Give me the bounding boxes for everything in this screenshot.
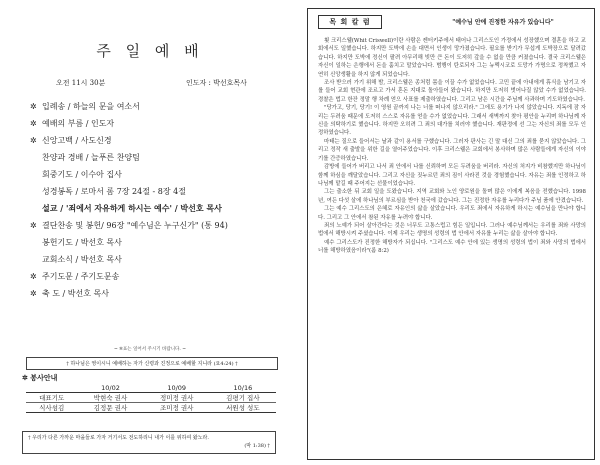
column-paragraph: 조사 받으러 가기 위해 밤, 크리스웰은 종처럼 몸을 이끌 수가 없었습니다. 고민 끝에 아내에게 휴식을 남기고 자를 들어 교회 현관에 조르고 가서 혼돈 지대로 돌아들어 왔습니다. 하지만 도저히 벗어나질 않았 수가 없었습니다. 경찰은 법고 한잔 정말 행 차례 얻으 사표를 제출하였습니다. 그리고 남은 시간을 주님께 사과하며 기도하였습니다.	[318, 80, 586, 103]
column-paragraph: 휫 크리스웰(Whit Criswell)이란 사람은 켄터키주에서 태어나 그리스도인 가정에서 성장했으며 결혼을 하고 교회에서도 일했습니다. 하지만 도박에 손을 대면서 인생이 망가졌습니다. 필요를 받기가 무섭게 도박장으로 달려갔습니다. 하지만 도박에 정신이 팔려 아무리해 빚만 큰 돈이 도저히 갚을 수 없을 만큼 커졌습니다. 결국 크리스웰은 자신이 일하는 은행에서 돈을 훔치고 말았습니다. 범행이 탄로되자 그는 뉴멕시코로 도망가 가명으로 정착했고 자연히 신앙생활을 하지 않게 되었습니다.	[318, 38, 586, 78]
order-text: 교회소식 / 박선호 목사	[42, 255, 122, 264]
table-row	[26, 403, 276, 413]
column-paragraph: 그는 예수 그리스도의 은혜로 자유인의 삶을 살았습니다. 우리도 죄에서 자유하게 하시는 예수님을 만나야 합니다. 그리고 그 안에서 참된 자유를 누려야 합니다.	[318, 206, 586, 221]
order-text: 설교 / '죄에서 자유하게 하시는 예수' / 박선호 목사	[42, 203, 222, 213]
column-paragraph: 죄의 노예가 되어 살아간다는 것은 너무도 고통스럽고 힘든 일입니다. 그러나 예수님께서는 우리를 죄와 사망의 법에서 해방시켜 주셨습니다. 이제 우리는 생명의 성령의 법 안에서 자유를 누리는 삶을 살아야 합니다.	[318, 222, 586, 238]
table-cell: 식사섬김	[26, 403, 77, 413]
list-item	[30, 251, 300, 268]
verse-text: † 하나님은 영이시니 예배하는 자가 신령과 진정으로 예배할 지니라 (요4:24) †	[66, 361, 238, 367]
page-title: 주 일 예 배	[96, 42, 204, 60]
table-cell: 대표기도	[26, 393, 77, 403]
service-header-cell: 10/09	[144, 384, 210, 393]
list-item	[30, 234, 300, 251]
service-table	[26, 384, 276, 413]
table-cell: 김평기 집사	[210, 393, 276, 403]
order-text: 입례송 / 하늘의 문을 여소서	[42, 102, 140, 111]
column-paragraph: 마태는 질으로 들어서는 날과 같이 용서를 구했습니다. 그러자 판사는 긴 말 대신 그의 죄를 묻지 않았습니다. 그리고 정작 새 출발을 위한 길을 열어주었습니다. 이후 크리스웰은 교회에서 봉사하며 많은 사람들에게 자신의 이야기를 간증하였습니다.	[318, 138, 586, 162]
list-item	[30, 285, 300, 302]
order-text: 성경봉독 / 로마서 롬 7장 24절 - 8장 4절	[42, 187, 186, 196]
table-row	[26, 393, 276, 403]
service-section-title: ✲ 봉사안내	[22, 373, 58, 382]
list-item	[30, 132, 300, 149]
star-icon: ✲	[30, 272, 37, 281]
prayer-text: † 우리가 다른 가까운 마을들로 가자 거기서도 전도하리니 내가 이를 위하여 왔노라.	[28, 435, 209, 441]
table-cell: 조미정 권사	[144, 403, 210, 413]
table-cell: 정미정 권사	[144, 393, 210, 403]
verse-box	[26, 357, 278, 370]
order-text: 찬양과 경배 / 늘푸른 찬양팀	[42, 153, 140, 162]
star-icon: ✲	[30, 136, 37, 145]
table-cell: 서원성 성도	[210, 403, 276, 413]
column-title: "예수님 안에 진정한 자유가 있습니다"	[452, 19, 554, 26]
order-text: 주기도문 / 주기도문송	[42, 272, 120, 281]
list-item	[30, 166, 300, 183]
service-header-row	[26, 384, 276, 393]
column-label: 목 회 칼 럼	[318, 15, 382, 29]
column-paragraph: "당가고, 당기, 당기! 이 영원 끝까지 나는 너를 떠나지 않으리라." 그에도 용기가 나지 않았습니다. 지독에 잠 자리는 두려움 때문에 도저히 스스로 자유를 얻을 수가 없었습니다. 그래서 새벽까지 찾아 평안을 누리며 하나님께 자신을 의탁하기로 했습니다. 하지만 오히려 그 죄의 대가를 치러야 했습니다. 재판정에 선 그는 자신의 죄를 모두 인정하였습니다.	[318, 105, 586, 137]
star-icon: ✲	[30, 119, 37, 128]
star-icon: ✲	[30, 221, 37, 230]
prayer-box	[22, 431, 276, 454]
order-text: 회중기도 / 이수아 집사	[42, 170, 122, 179]
table-cell: 박현숙 권사	[77, 393, 143, 403]
list-item	[30, 115, 300, 132]
column-body	[318, 37, 586, 256]
column-paragraph: 그는 출소한 뒤 교회 일을 도왔습니다. 지역 교회와 노인 양로원을 돌며 많은 이에게 복음을 전했습니다. 1998년, 여든 다섯 살에 하나님의 부르심을 받아 천국에 갔습니다. 그는 진정한 자유를 누리다가 주님 품에 안겼습니다.	[318, 189, 586, 204]
list-item	[30, 149, 300, 166]
column-paragraph: 예수 그리스도가 진정한 해방자가 되십니다. "그리스도 예수 안에 있는 생명의 성령의 법이 죄와 사망의 법에서 너를 해방하였음이라"(롬 8:2)	[318, 239, 586, 255]
prayer-reference: (막 1:38) †	[244, 443, 270, 449]
order-text: 봉헌기도 / 박선호 목사	[42, 238, 122, 247]
order-text: 결단찬송 및 봉헌/ 96장 "예수님은 누구신가" (통 94)	[42, 221, 228, 230]
column-paragraph: 감방에 들어가 버리고 나서 죄 안에서 나를 신뢰하며 모든 두려움을 버리라. 자신의 처지가 비참했지만 하나님이 함께 하심을 깨달았습니다. 그리고 자신을 짓누르던 죄의 짐이 사라진 것을 경험했습니다. 자유는 죄를 인정하고 하나님께 맡길 때 주어지는 선물이었습니다.	[318, 164, 586, 187]
service-leader: 인도자 : 박선호목사	[186, 79, 247, 87]
service-time: 오전 11시 30분	[56, 79, 106, 87]
pastor-column-panel	[307, 8, 595, 460]
star-icon: ✲	[30, 102, 37, 111]
list-item	[30, 268, 300, 285]
star-icon: ✲	[30, 289, 37, 298]
standing-note: ~ ✲표는 일어서 주시기 바랍니다. ~	[113, 347, 187, 352]
list-item	[30, 98, 300, 115]
list-item	[30, 200, 300, 217]
list-item	[30, 217, 300, 234]
service-header-cell: 10/02	[77, 384, 143, 393]
service-header-cell	[26, 384, 77, 393]
order-text: 예배의 부름 / 인도자	[42, 119, 115, 128]
order-text: 축 도 / 박선호 목사	[42, 289, 109, 298]
order-text: 신앙고백 / 사도신경	[42, 136, 112, 145]
list-item	[30, 183, 300, 200]
table-cell: 김정문 권사	[77, 403, 143, 413]
worship-order-list	[30, 98, 300, 302]
service-header-cell: 10/16	[210, 384, 276, 393]
